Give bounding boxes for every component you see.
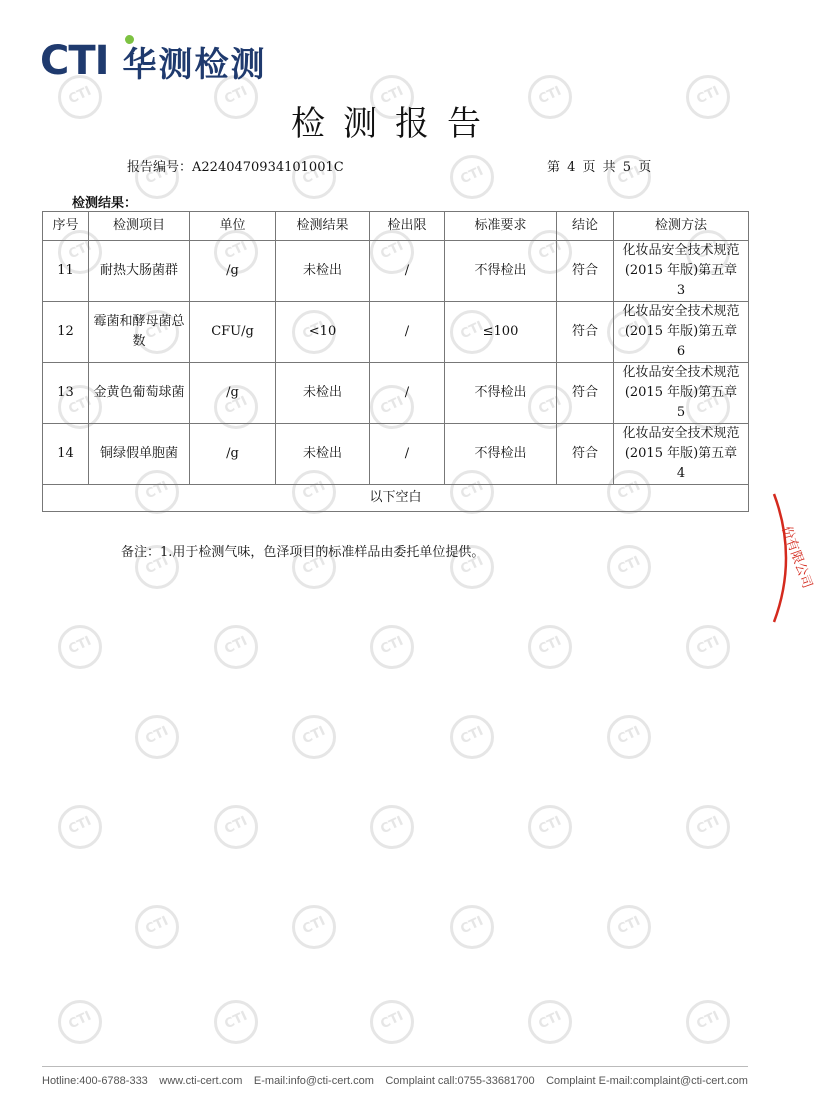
footer-hotline: Hotline:400-6788-333: [42, 1075, 148, 1087]
cell-unit: CFU/g: [190, 302, 276, 363]
company-logo: [40, 38, 267, 84]
page-info: 第 4 页 共 5 页: [547, 160, 652, 175]
cell-limit: /: [370, 424, 445, 485]
cell-index: 14: [43, 424, 89, 485]
header-cell: 标准要求: [445, 212, 557, 241]
report-title: 检测报告: [291, 104, 499, 144]
footer-email[interactable]: E-mail:info@cti-cert.com: [253, 1075, 374, 1087]
cell-unit: /g: [190, 424, 276, 485]
cell-method: 化妆品安全技术规范(2015 年版)第五章 3: [614, 241, 749, 302]
watermark-logo: [135, 715, 179, 759]
header-cell: 单位: [190, 212, 276, 241]
watermark-logo: [607, 715, 651, 759]
remark: 备注：1.用于检测气味，色泽项目的标准样品由委托单位提供。: [121, 545, 485, 560]
watermark-logo: [450, 905, 494, 949]
watermark-logo: [135, 905, 179, 949]
watermark-logo: [58, 805, 102, 849]
watermark-logo: [214, 805, 258, 849]
watermark-logo: [686, 805, 730, 849]
table-row: [43, 424, 749, 485]
cell-index: 13: [43, 363, 89, 424]
footer-website[interactable]: www.cti-cert.com: [159, 1075, 243, 1087]
blank-note: 以下空白: [43, 485, 749, 512]
cell-unit: /g: [190, 363, 276, 424]
watermark-logo: [58, 625, 102, 669]
cell-limit: /: [370, 302, 445, 363]
watermark-logo: [370, 805, 414, 849]
watermark-logo: [370, 625, 414, 669]
watermark-logo: [686, 1000, 730, 1044]
header-cell: 序号: [43, 212, 89, 241]
logo-brand: CTI: [40, 38, 109, 84]
table-row: [43, 241, 749, 302]
cell-conclusion: 符合: [557, 424, 614, 485]
cell-item: 金黄色葡萄球菌: [89, 363, 190, 424]
svg-text:份有限公司: 份有限公司: [778, 524, 815, 591]
cell-conclusion: 符合: [557, 363, 614, 424]
watermark-logo: [450, 155, 494, 199]
cell-unit: /g: [190, 241, 276, 302]
cell-requirement: 不得检出: [445, 424, 557, 485]
header-cell: 检出限: [370, 212, 445, 241]
watermark-logo: [292, 715, 336, 759]
cell-item: 铜绿假单胞菌: [89, 424, 190, 485]
cell-limit: /: [370, 363, 445, 424]
report-number-value: A2240470934101001C: [192, 160, 344, 175]
footer: [42, 1075, 748, 1087]
cell-result: 未检出: [276, 363, 370, 424]
logo-chinese-name: 华测检测: [122, 44, 267, 85]
footer-complaint-call: Complaint call:0755-33681700: [385, 1075, 535, 1087]
watermark-logo: [370, 1000, 414, 1044]
cell-method: 化妆品安全技术规范(2015 年版)第五章 4: [614, 424, 749, 485]
footer-complaint-email[interactable]: Complaint E-mail:complaint@cti-cert.com: [546, 1075, 748, 1087]
watermark-logo: [528, 625, 572, 669]
results-table: [42, 211, 749, 512]
footer-divider: [42, 1066, 748, 1067]
header-cell: 检测项目: [89, 212, 190, 241]
watermark-logo: [292, 905, 336, 949]
report-number-label: 报告编号：: [127, 160, 193, 175]
watermark-logo: [686, 625, 730, 669]
watermark-logo: [528, 1000, 572, 1044]
watermark-logo: [214, 1000, 258, 1044]
header-cell: 结论: [557, 212, 614, 241]
cell-result: 未检出: [276, 241, 370, 302]
cell-requirement: ≤100: [445, 302, 557, 363]
watermark-logo: [607, 905, 651, 949]
watermark-logo: [528, 805, 572, 849]
cell-index: 11: [43, 241, 89, 302]
header-cell: 检测方法: [614, 212, 749, 241]
cell-item: 霉菌和酵母菌总数: [89, 302, 190, 363]
watermark-logo: [214, 625, 258, 669]
watermark-logo: [607, 545, 651, 589]
cell-conclusion: 符合: [557, 302, 614, 363]
watermark-logo: [58, 1000, 102, 1044]
cell-result: 未检出: [276, 424, 370, 485]
logo-dot: [125, 35, 134, 44]
cell-conclusion: 符合: [557, 241, 614, 302]
cell-limit: /: [370, 241, 445, 302]
header-cell: 检测结果: [276, 212, 370, 241]
table-row: [43, 363, 749, 424]
cell-method: 化妆品安全技术规范(2015 年版)第五章 6: [614, 302, 749, 363]
section-heading: 检测结果：: [72, 196, 138, 211]
cell-result: <10: [276, 302, 370, 363]
cell-requirement: 不得检出: [445, 241, 557, 302]
cell-method: 化妆品安全技术规范(2015 年版)第五章 5: [614, 363, 749, 424]
table-row: [43, 302, 749, 363]
cell-requirement: 不得检出: [445, 363, 557, 424]
cell-item: 耐热大肠菌群: [89, 241, 190, 302]
company-seal-stamp: [768, 488, 828, 628]
watermark-logo: [450, 715, 494, 759]
blank-note-row: [43, 485, 749, 512]
cell-index: 12: [43, 302, 89, 363]
report-number: [127, 156, 344, 175]
table-header-row: [43, 212, 749, 241]
